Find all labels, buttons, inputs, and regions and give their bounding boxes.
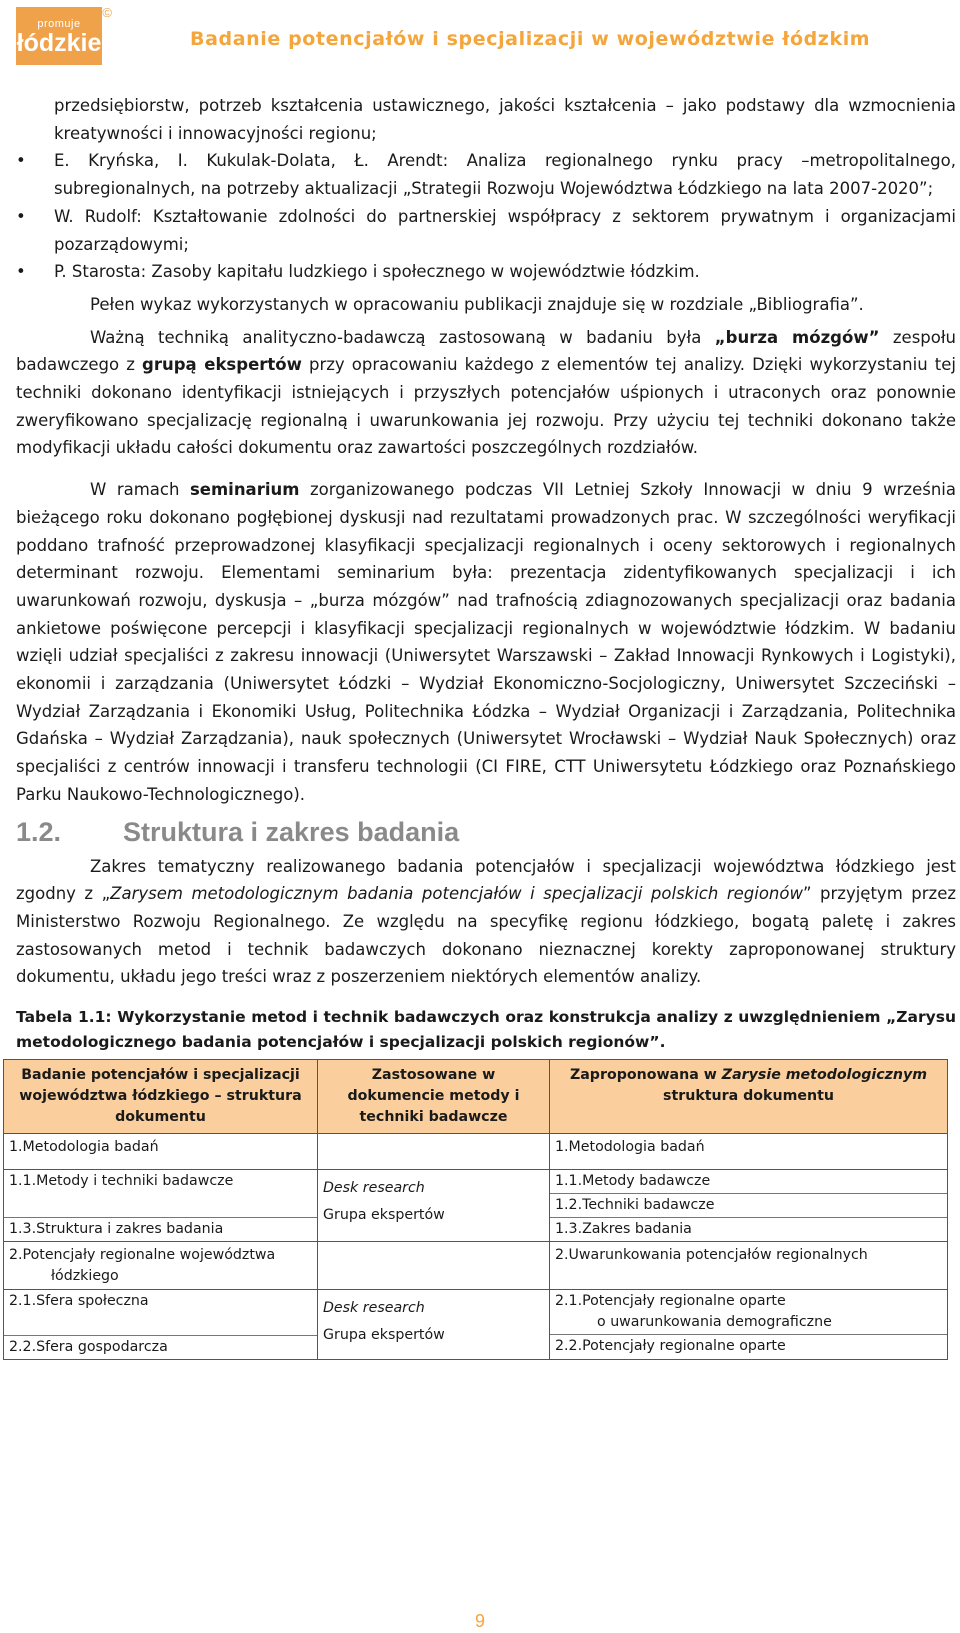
table-cell: 2.1.Potencjały regionalne oparte o uwarunkowania demograficzne 2.2.Potencjały regionalne oparte — [550, 1290, 948, 1360]
logo-big-text: łódzkie — [16, 29, 102, 57]
bold-term: grupą ekspertów — [142, 355, 302, 375]
promuje-lodzkie-logo — [16, 5, 112, 65]
table-row — [4, 1290, 948, 1360]
table-cell: 2.Potencjały regionalne województwa łódzkiego — [4, 1242, 318, 1290]
bibliography-note: Pełen wykaz wykorzystanych w opracowaniu publikacji znajduje się w rozdziale „Bibliografia”. — [90, 294, 864, 314]
bold-term: seminarium — [189, 480, 300, 500]
paragraph-seminar: W ramach seminarium zorganizowanego podczas VII Letniej Szkoły Innowacji w dniu 9 września bieżącego roku dokonano pogłębionej dyskusji nad rezultatami prowadzonych prac. W szczególności weryfikacji poddano trafność przeprowadzonej klasyfikacji specjalizacji regionalnych i oceny sektorowych i regionalnych determinant rozwoju. Elementami seminarium była: prezentacja zidentyfikowanych specjalizacji i ich uwarunkowań rozwoju, dyskusja – „burza mózgów” nad trafnością zdiagnozowanych specjalizacji oraz badania ankietowe poświęcone percepcji i klasyfikacji specjalizacji regionalnych w województwie łódzkim. W badaniu wzięli udział specjaliści z zakresu innowacji (Uniwersytet Warszawski – Zakład Innowacji Rynkowych i Logistyki), ekonomii i zarządzania (Uniwersytet Łódzki – Wydział Ekonomiczno-Socjologiczny, Uniwersytet Szczeciński – Wydział Zarządzania i Ekonomiki Usług, Politechnika Łódzka – Wydział Organizacji i Zarządzania, Politechnika Gdańska – Wydział Zarządzania), nauk społecznych (Uniwersytet Wrocławski – Wydział Nauk Społecznych) oraz specjaliści z centrów innowacji i transferu technologii (CI FIRE, CTT Uniwersytetu Łódzkiego oraz Poznańskiego Parku Naukowo-Technologicznego). — [16, 480, 956, 804]
bullet-continuation: przedsiębiorstw, potrzeb kształcenia ustawicznego, jakości kształcenia – jako podstawy dla wzmocnienia kreatywności i innowacyjności regionu; — [54, 96, 956, 143]
table-header-cell: Zastosowane w dokumencie metody i techniki badawcze — [318, 1060, 550, 1134]
section-title: Struktura i zakres badania — [123, 816, 460, 847]
table-cell: Desk research Grupa ekspertów — [318, 1170, 550, 1242]
table-cell: 1.Metodologia badań — [4, 1134, 318, 1170]
bullet-item: • E. Kryńska, I. Kukulak-Dolata, Ł. Arendt: Analiza regionalnego rynku pracy –metropolitalnego, subregionalnych, na potrzeby aktualizacji „Strategii Rozwoju Województwa Łódzkiego na lata 2007-2020”; — [16, 147, 956, 202]
page-number: 9 — [474, 1611, 485, 1631]
table-cell: 2.Uwarunkowania potencjałów regionalnych — [550, 1242, 948, 1290]
table-cell: 2.1.Sfera społeczna 2.2.Sfera gospodarcza — [4, 1290, 318, 1360]
main-content — [9, 92, 957, 1360]
table-cell: Desk research Grupa ekspertów — [318, 1290, 550, 1360]
bullet-item: • W. Rudolf: Kształtowanie zdolności do partnerskiej współpracy z sektorem prywatnym i organizacjami pozarządowymi; — [16, 203, 956, 258]
italic-title: Zarysem metodologicznym badania potencjałów i specjalizacji polskich regionów — [110, 884, 803, 904]
table-row — [4, 1170, 948, 1242]
table-cell — [318, 1242, 550, 1290]
paragraph-brainstorm: Ważną techniką analityczno-badawczą zastosowaną w badaniu była „burza mózgów” zespołu badawczego z grupą ekspertów przy opracowaniu każdego z elementów tej analizy. Dzięki wykorzystaniu tej techniki dokonano identyfikacji istniejących i przyszłych potencjałów uśpionych i utraconych oraz ponownie zweryfikowano specjalizację regionalną i uwarunkowania jej rozwoju. Przy użyciu tej techniki dokonano także modyfikacji układu całości dokumentu oraz zawartości poszczególnych rozdziałów. — [16, 327, 957, 458]
section-number: 1.2. — [16, 816, 62, 847]
table-cell: 1.1.Metody badawcze 1.2.Techniki badawcze 1.3.Zakres badania — [550, 1170, 948, 1242]
section-heading — [16, 815, 956, 849]
table-header-cell: Badanie potencjałów i specjalizacji województwa łódzkiego – struktura dokumentu — [4, 1060, 318, 1134]
running-header: Badanie potencjałów i specjalizacji w województwie łódzkim — [190, 28, 871, 50]
methods-table — [3, 1059, 948, 1360]
logo-small-text: promuje — [37, 18, 81, 30]
bullet-item: • P. Starosta: Zasoby kapitału ludzkiego i społecznego w województwie łódzkim. — [16, 258, 956, 286]
copyright-mark: © — [102, 5, 112, 20]
bold-term: „burza mózgów” — [714, 327, 880, 347]
table-cell: 1.Metodologia badań — [550, 1134, 948, 1170]
table-cell — [318, 1134, 550, 1170]
table-row — [4, 1242, 948, 1290]
table-header-row — [4, 1060, 948, 1134]
table-caption: Tabela 1.1: Wykorzystanie metod i technik badawczych oraz konstrukcja analizy z uwzględnieniem „Zarysu metodologicznego badania potencjałów i specjalizacji polskich regionów”. — [16, 1008, 956, 1052]
table-row — [4, 1134, 948, 1170]
table-header-cell: Zaproponowana w Zarysie metodologicznym struktura dokumentu — [550, 1060, 948, 1134]
paragraph-scope: Zakres tematyczny realizowanego badania potencjałów i specjalizacji województwa łódzkiego jest zgodny z „Zarysem metodologicznym badania potencjałów i specjalizacji polskich regionów” przyjętym przez Ministerstwo Rozwoju Regionalnego. Ze względu na specyfikę regionu łódzkiego, bogatą paletę i zakres zastosowanych metod i technik badawczych dokonano nieznacznej korekty zaproponowanej struktury dokumentu, układu jego treści wraz z poszerzeniem niektórych elementów analizy. — [16, 856, 957, 987]
table-cell: 1.1.Metody i techniki badawcze 1.3.Struktura i zakres badania — [4, 1170, 318, 1242]
